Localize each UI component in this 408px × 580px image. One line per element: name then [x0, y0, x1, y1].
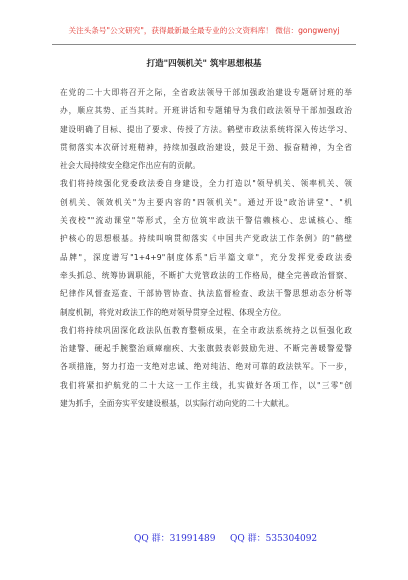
qq-group-2: QQ 群：535304092 [230, 534, 318, 544]
paragraph-line: 创机关、领效机关"为主要内容的"四领机关"。通过开设"政治讲堂"、"机 [60, 197, 352, 207]
document-title: 打造"四领机关" 筑牢思想根基 [146, 59, 262, 69]
paragraph-line: 各项措施，努力打造一支绝对忠诚、绝对纯洁、绝对可靠的政法铁军。下一步， [60, 362, 352, 372]
paragraph [60, 175, 352, 321]
header-divider [52, 44, 356, 45]
paragraph-line: 关夜校""流动课堂"等形式，全方位筑牢政法干警信赖核心、忠诚核心、维 [60, 216, 352, 226]
paragraph-line: 纪律作风督查巡查、干部协管协查、执法监督检查、政法干警思想动态分析等 [60, 289, 352, 299]
paragraph-line: 治建警、硬起手腕整治顽瘴痼疾、大张旗鼓表彰鼓励先进、不断完善暖警爱警 [60, 344, 352, 354]
paragraph-line: 办，顺应其势、正当其时。开班讲话和专题辅导为我们政法领导干部加强政治 [60, 106, 352, 116]
paragraph-line: 建设明确了目标、提出了要求、传授了方法。鹤壁市政法系统将深入传达学习、 [60, 124, 352, 134]
paragraph-line: 在党的二十大即将召开之际，全省政法领导干部加强政治建设专题研讨班的举 [60, 88, 352, 97]
paragraph-line: 品牌"，深度谱写"1+4+9"制度体系"后半篇文章"，充分发挥党委政法委 [60, 252, 352, 262]
document-body [60, 84, 352, 413]
footer [0, 532, 408, 546]
qq-group-1: QQ 群：31991489 [134, 534, 216, 544]
paragraph-line: 我们将紧扣护航党的二十大这一工作主线，扎实做好各项工作，以"三零"创 [60, 380, 352, 390]
paragraph-line: 贯彻落实本次研讨班精神，持续加强政治建设，鼓足干劲、振奋精神，为全省 [60, 142, 352, 152]
paragraph-line: 我们将持续巩固深化政法队伍教育整顿成果，在全市政法系统持之以恒强化政 [60, 325, 352, 335]
paragraph-line: 社会大局持续安全稳定作出应有的贡献。 [60, 161, 201, 171]
paragraph-line: 牵头抓总、统筹协调职能，不断扩大党管政法的工作格局，健全完善政治督察、 [60, 270, 352, 280]
paragraph [60, 84, 352, 175]
paragraph [60, 322, 352, 413]
paragraph-line: 我们将持续强化党委政法委自身建设，全力打造以"领导机关、领率机关、领 [60, 179, 352, 189]
promo-banner: 关注头条号"公文研究"，获得最新最全最专业的公文资料库！ 微信：gongwenyj [68, 26, 340, 35]
paragraph-line: 制度机制，将党对政法工作的绝对领导贯穿全过程、体现全方位。 [60, 307, 286, 317]
paragraph-line: 护核心的思想根基。持续叫响贯彻落实《中国共产党政法工作条例》的"鹤壁 [60, 234, 352, 244]
paragraph-line: 建为抓手，全面夯实平安建设根基，以实际行动向党的二十大献礼。 [60, 399, 294, 409]
